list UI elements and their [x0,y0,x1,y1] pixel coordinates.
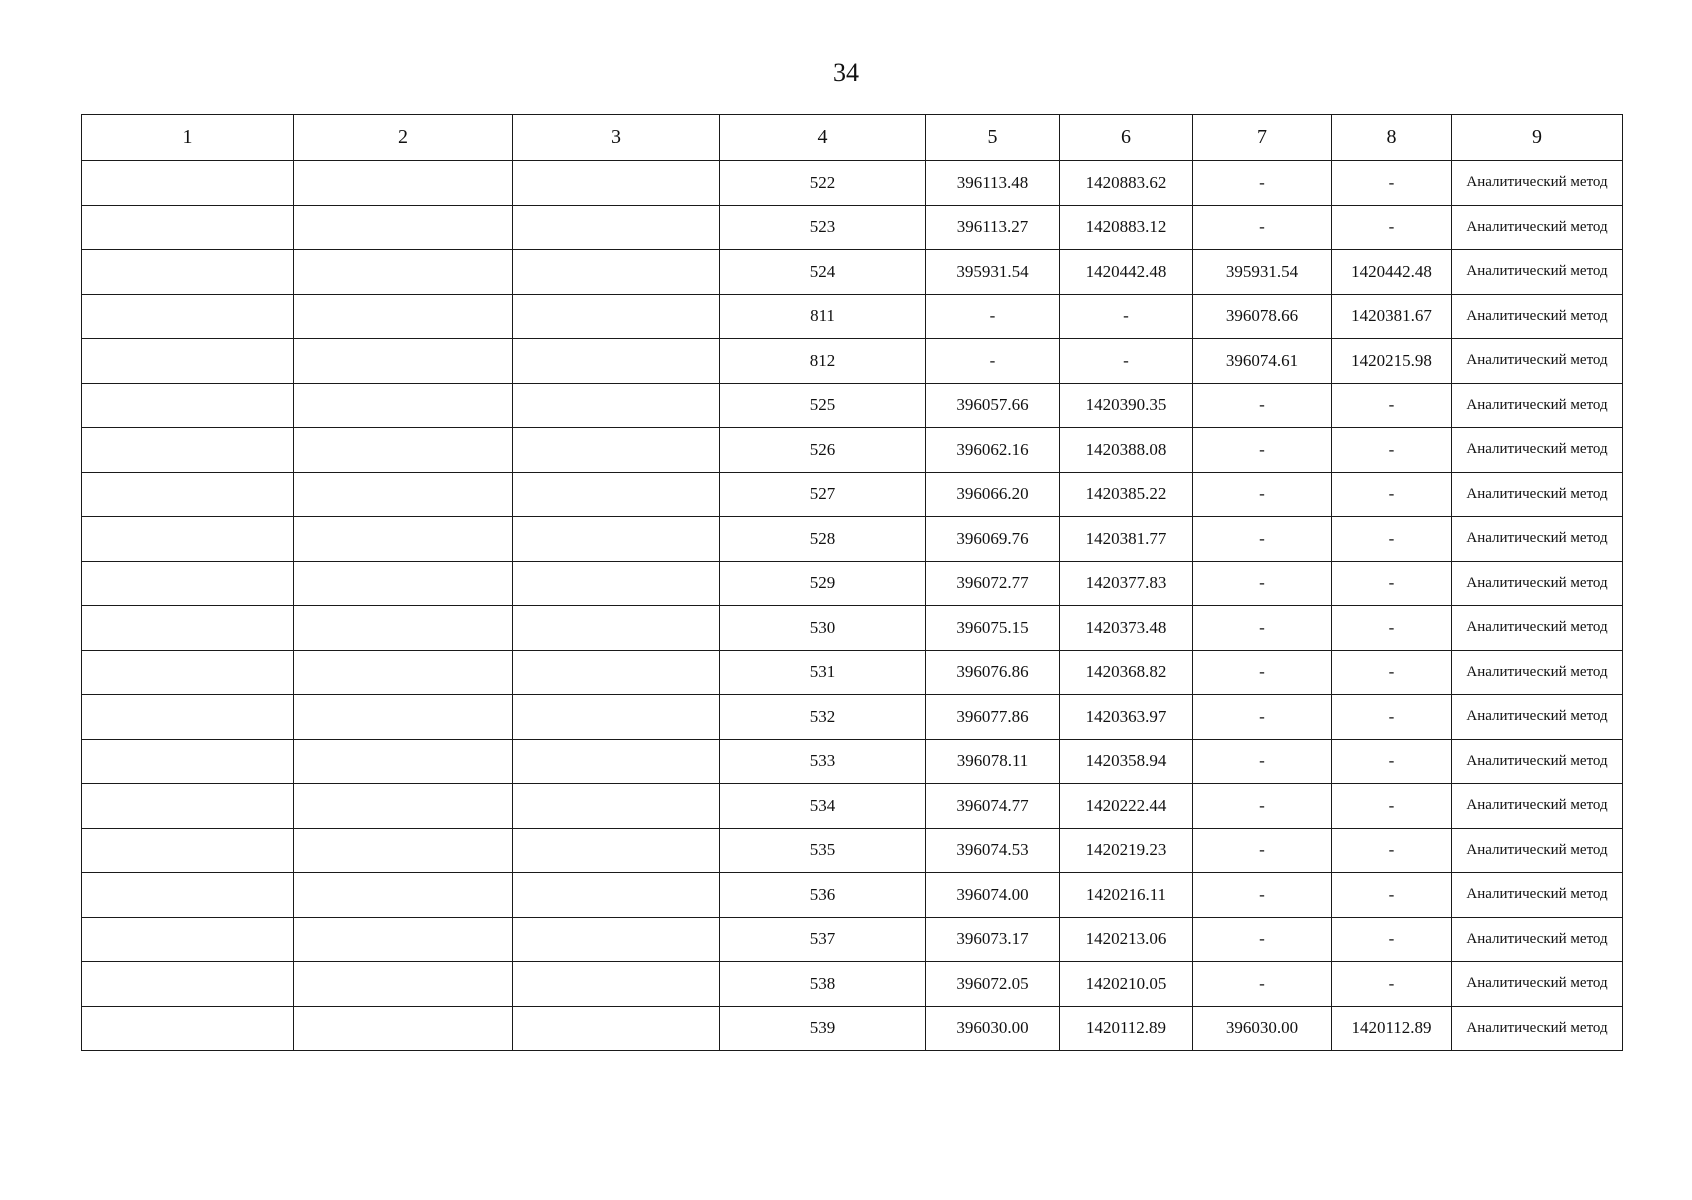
table-cell [82,517,294,562]
table-cell: - [926,339,1060,384]
table-row [82,383,1623,428]
table-cell [82,695,294,740]
table-cell: 528 [720,517,926,562]
table-cell: 1420210.05 [1060,962,1193,1007]
table-cell: - [1193,428,1332,473]
table-cell: - [1332,828,1452,873]
table-cell [513,472,720,517]
table-cell: - [1060,339,1193,384]
table-cell: 524 [720,250,926,295]
table-cell: - [1193,472,1332,517]
table-row [82,339,1623,384]
table-cell: - [1332,428,1452,473]
table-cell [294,695,513,740]
table-cell: - [1332,650,1452,695]
table-cell: 1420385.22 [1060,472,1193,517]
table-cell: 396073.17 [926,917,1060,962]
table-cell: - [1193,784,1332,829]
table-cell [82,962,294,1007]
table-cell: 526 [720,428,926,473]
table-cell: 1420112.89 [1060,1006,1193,1051]
table-cell: 529 [720,561,926,606]
table-cell [294,606,513,651]
method-cell: Аналитический метод [1452,784,1623,829]
table-cell: - [1193,606,1332,651]
table-cell [513,205,720,250]
method-cell: Аналитический метод [1452,161,1623,206]
table-cell [82,561,294,606]
table-cell [294,383,513,428]
table-cell: - [926,294,1060,339]
method-cell: Аналитический метод [1452,383,1623,428]
table-cell: 525 [720,383,926,428]
table-cell: 1420112.89 [1332,1006,1452,1051]
table-cell: 1420390.35 [1060,383,1193,428]
method-cell: Аналитический метод [1452,828,1623,873]
method-cell: Аналитический метод [1452,294,1623,339]
table-row [82,873,1623,918]
method-cell: Аналитический метод [1452,739,1623,784]
table-cell [513,517,720,562]
table-cell: 530 [720,606,926,651]
table-cell: 531 [720,650,926,695]
table-cell: 537 [720,917,926,962]
table-cell: 523 [720,205,926,250]
table-cell [294,428,513,473]
table-cell: - [1193,828,1332,873]
table-row [82,695,1623,740]
table-cell: 395931.54 [926,250,1060,295]
table-cell [294,650,513,695]
table-row [82,739,1623,784]
table-cell: - [1193,695,1332,740]
table-cell: - [1193,205,1332,250]
table-cell: 1420442.48 [1060,250,1193,295]
table-cell: 396078.11 [926,739,1060,784]
column-header: 4 [720,115,926,161]
table-cell [294,339,513,384]
column-header: 8 [1332,115,1452,161]
coordinates-table [81,114,1623,1051]
table-cell [513,383,720,428]
table-cell: 1420368.82 [1060,650,1193,695]
table-cell [82,1006,294,1051]
table-cell: 396066.20 [926,472,1060,517]
table-cell [82,472,294,517]
table-cell: - [1332,917,1452,962]
table-cell: 527 [720,472,926,517]
table-cell: 533 [720,739,926,784]
table-cell: 396030.00 [1193,1006,1332,1051]
table-cell [82,428,294,473]
table-cell: 395931.54 [1193,250,1332,295]
table-cell [294,828,513,873]
column-header: 6 [1060,115,1193,161]
table-row [82,428,1623,473]
table-row [82,828,1623,873]
table-cell: 396072.05 [926,962,1060,1007]
table-cell: 1420216.11 [1060,873,1193,918]
table-cell [294,294,513,339]
column-header: 3 [513,115,720,161]
table-cell: 396030.00 [926,1006,1060,1051]
method-cell: Аналитический метод [1452,517,1623,562]
table-cell: - [1332,695,1452,740]
table-cell [294,205,513,250]
table-cell [513,650,720,695]
table-cell [82,250,294,295]
table-cell: 1420363.97 [1060,695,1193,740]
table-cell: - [1193,650,1332,695]
table-cell: - [1193,917,1332,962]
table-cell: 396077.86 [926,695,1060,740]
table-cell: - [1332,784,1452,829]
table-cell: 396076.86 [926,650,1060,695]
table-cell: 396057.66 [926,383,1060,428]
table-cell: 1420883.62 [1060,161,1193,206]
method-cell: Аналитический метод [1452,606,1623,651]
table-cell [513,873,720,918]
table-cell [513,294,720,339]
table-cell [513,606,720,651]
table-cell: 538 [720,962,926,1007]
table-cell: 1420373.48 [1060,606,1193,651]
table-row [82,784,1623,829]
table-cell: 522 [720,161,926,206]
table-cell [82,828,294,873]
table-cell [82,205,294,250]
table-cell: 396074.53 [926,828,1060,873]
table-cell: 396078.66 [1193,294,1332,339]
method-cell: Аналитический метод [1452,472,1623,517]
table-cell [513,561,720,606]
table-row [82,650,1623,695]
table-row [82,250,1623,295]
table-cell: 1420213.06 [1060,917,1193,962]
table-cell [294,161,513,206]
header-row [82,115,1623,161]
table-cell [513,739,720,784]
table-cell [294,250,513,295]
table-cell: 396075.15 [926,606,1060,651]
table-cell: 396113.27 [926,205,1060,250]
method-cell: Аналитический метод [1452,695,1623,740]
table-row [82,205,1623,250]
table-cell: 1420883.12 [1060,205,1193,250]
table-cell: 536 [720,873,926,918]
table-cell [513,828,720,873]
table-cell [294,917,513,962]
table-cell: 811 [720,294,926,339]
table-cell [82,161,294,206]
table-cell [294,962,513,1007]
table-cell: - [1193,739,1332,784]
table-cell [82,650,294,695]
table-cell: - [1332,873,1452,918]
page-number: 34 [833,58,859,87]
table-cell [294,873,513,918]
table-cell: 539 [720,1006,926,1051]
table-cell [82,339,294,384]
table-body [82,161,1623,1051]
table-cell: 1420442.48 [1332,250,1452,295]
table-cell: 396074.00 [926,873,1060,918]
method-cell: Аналитический метод [1452,650,1623,695]
table-cell: 812 [720,339,926,384]
method-cell: Аналитический метод [1452,962,1623,1007]
table-cell [513,161,720,206]
table-cell [82,739,294,784]
table-cell: - [1060,294,1193,339]
table-cell: - [1332,383,1452,428]
table-cell: 396074.77 [926,784,1060,829]
table-cell [513,917,720,962]
table-cell [513,695,720,740]
table-cell [294,739,513,784]
table-row [82,917,1623,962]
table-cell: - [1332,517,1452,562]
table-cell [294,517,513,562]
table-cell: 535 [720,828,926,873]
table-cell: 532 [720,695,926,740]
table-cell: 1420215.98 [1332,339,1452,384]
table-cell: 1420222.44 [1060,784,1193,829]
table-cell [513,250,720,295]
table-cell: - [1332,739,1452,784]
table-cell: - [1193,161,1332,206]
table-cell [513,428,720,473]
method-cell: Аналитический метод [1452,917,1623,962]
table-row [82,517,1623,562]
table-cell [294,1006,513,1051]
column-header: 7 [1193,115,1332,161]
table-cell: - [1332,205,1452,250]
table-row [82,962,1623,1007]
method-cell: Аналитический метод [1452,1006,1623,1051]
column-header: 1 [82,115,294,161]
table-row [82,294,1623,339]
table-cell [294,472,513,517]
table-cell: 396062.16 [926,428,1060,473]
table-cell: - [1193,383,1332,428]
table-cell: 396074.61 [1193,339,1332,384]
table-row [82,561,1623,606]
table-cell [513,339,720,384]
table-cell: 1420358.94 [1060,739,1193,784]
method-cell: Аналитический метод [1452,873,1623,918]
table-cell [82,294,294,339]
table-cell [82,383,294,428]
table-cell [294,561,513,606]
table-cell [82,873,294,918]
table-cell: - [1332,472,1452,517]
table-row [82,472,1623,517]
table-cell: 1420377.83 [1060,561,1193,606]
method-cell: Аналитический метод [1452,205,1623,250]
table-cell [82,606,294,651]
table-cell: 1420381.67 [1332,294,1452,339]
table-cell: - [1332,606,1452,651]
method-cell: Аналитический метод [1452,561,1623,606]
table-cell [82,784,294,829]
table-cell [82,917,294,962]
table-cell: - [1332,161,1452,206]
table-cell: 534 [720,784,926,829]
method-cell: Аналитический метод [1452,339,1623,384]
table-cell: - [1193,517,1332,562]
table-row [82,1006,1623,1051]
table-cell [513,784,720,829]
table-cell [513,1006,720,1051]
table-cell: 1420381.77 [1060,517,1193,562]
table-cell: - [1193,873,1332,918]
table-cell: 1420388.08 [1060,428,1193,473]
table-cell [513,962,720,1007]
table-cell: 396072.77 [926,561,1060,606]
table-cell: - [1332,561,1452,606]
table-cell: 396113.48 [926,161,1060,206]
table-cell: - [1193,962,1332,1007]
table-row [82,606,1623,651]
table-cell [294,784,513,829]
method-cell: Аналитический метод [1452,250,1623,295]
column-header: 9 [1452,115,1623,161]
column-header: 5 [926,115,1060,161]
column-header: 2 [294,115,513,161]
table-cell: 396069.76 [926,517,1060,562]
table-cell: - [1332,962,1452,1007]
table-cell: 1420219.23 [1060,828,1193,873]
table-cell: - [1193,561,1332,606]
table-row [82,161,1623,206]
method-cell: Аналитический метод [1452,428,1623,473]
